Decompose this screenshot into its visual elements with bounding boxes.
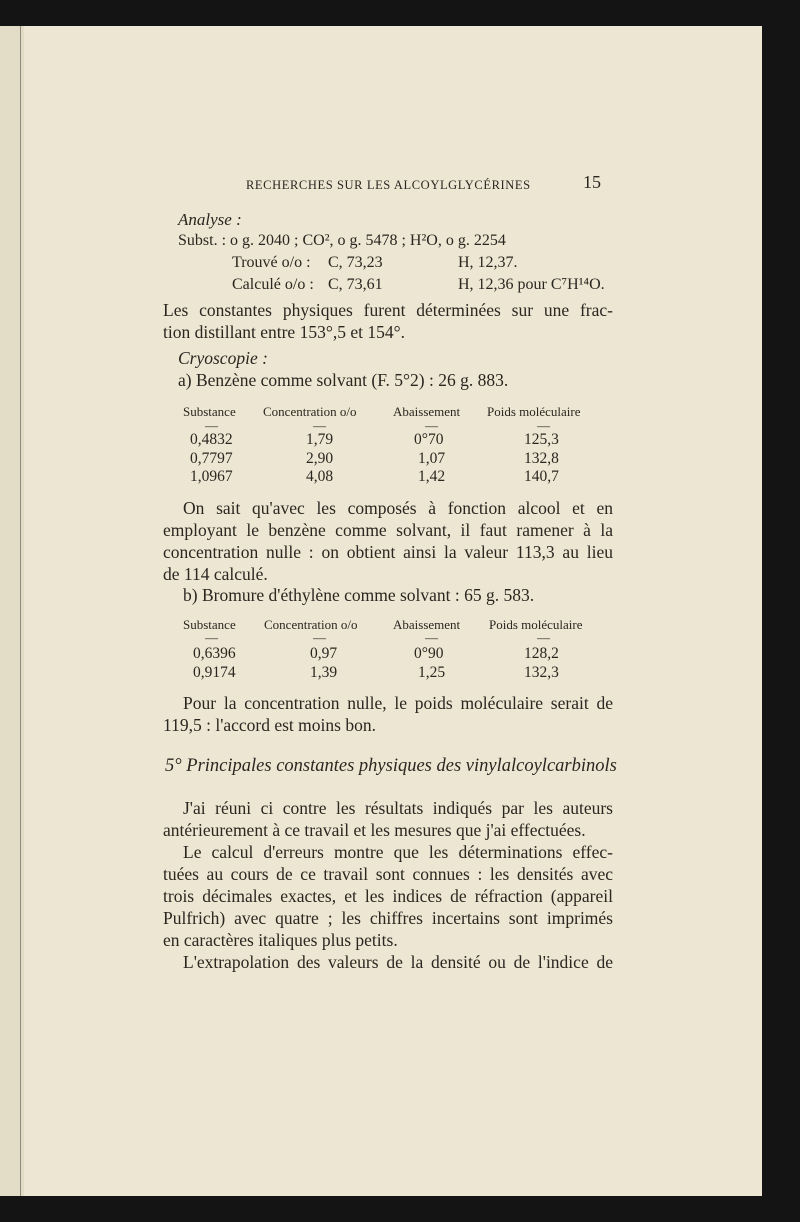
text-line: en caractères italiques plus petits.	[163, 930, 398, 950]
table-cell: 132,3	[524, 664, 559, 681]
calcule-label: Calculé o/o :	[232, 276, 314, 293]
analyse-label: Analyse :	[178, 210, 242, 229]
text-line: trois décimales exactes, et les indices de réfraction (appareil	[163, 886, 613, 906]
table-cell: 132,8	[524, 450, 559, 467]
table-cell: 1,79	[306, 431, 334, 448]
col-header-substance: Substance	[183, 404, 236, 419]
table-cell: 125,3	[524, 431, 559, 448]
trouve-h: H, 12,37.	[458, 254, 518, 271]
paragraph-calcul	[163, 841, 613, 951]
cryoscopie-a-line: a) Benzène comme solvant (F. 5°2) : 26 g. 883.	[178, 370, 509, 390]
text-line: Les constantes physiques furent déterminées sur une frac-	[163, 300, 613, 320]
paragraph-extrapolation	[163, 951, 613, 973]
calcule-h: H, 12,36 pour C⁷H¹⁴O.	[458, 276, 605, 293]
table-cell: 0,4832	[190, 431, 233, 448]
header-dash: —	[425, 418, 438, 433]
header-dash: —	[425, 630, 438, 645]
page-number: 15	[583, 172, 601, 192]
table-cell: 1,25	[418, 664, 446, 681]
running-title: RECHERCHES SUR LES ALCOYLGLYCÉRINES	[246, 178, 531, 192]
text-line: 119,5 : l'accord est moins bon.	[163, 715, 376, 735]
table-cell: 1,0967	[190, 468, 233, 485]
col-header-concentration: Concentration o/o	[263, 404, 357, 419]
text-line: concentration nulle : on obtient ainsi la valeur 113,3 au lieu	[163, 542, 613, 562]
table-cell: 1,42	[418, 468, 446, 485]
cryoscopie-label: Cryoscopie :	[178, 348, 268, 368]
text-line: tuées au cours de ce travail sont connues : les densités avec	[163, 864, 613, 884]
header-dash: —	[205, 630, 218, 645]
header-dash: —	[537, 630, 550, 645]
table-cell: 128,2	[524, 645, 559, 662]
table-cell: 1,39	[310, 664, 338, 681]
header-dash: —	[313, 418, 326, 433]
text-line: tion distillant entre 153°,5 et 154°.	[163, 322, 405, 342]
col-header-substance: Substance	[183, 617, 236, 632]
table-cell: 140,7	[524, 468, 559, 485]
cryoscopie-b-line: b) Bromure d'éthylène comme solvant : 65 g. 583.	[183, 585, 535, 605]
table-cell: 0°70	[414, 431, 444, 448]
text-line: L'extrapolation des valeurs de la densité ou de l'indice de	[183, 952, 613, 972]
book-page	[24, 26, 762, 1196]
col-header-poids: Poids moléculaire	[487, 404, 581, 419]
table-cell: 0,6396	[193, 645, 236, 662]
table-cell: 4,08	[306, 468, 334, 485]
header-dash: —	[205, 418, 218, 433]
paragraph-benzene	[163, 497, 613, 585]
table-cell: 0,7797	[190, 450, 233, 467]
col-header-abaissement: Abaissement	[393, 617, 461, 632]
text-line: Pulfrich) avec quatre ; les chiffres incertains sont imprimés	[163, 908, 613, 928]
table-cell: 0°90	[414, 645, 444, 662]
table-cell: 2,90	[306, 450, 334, 467]
analyse-subst-line: Subst. : o g. 2040 ; CO², o g. 5478 ; H²O, o g. 2254	[178, 232, 506, 249]
text-line: de 114 calculé.	[163, 564, 268, 584]
text-line: employant le benzène comme solvant, il faut ramener à la	[163, 520, 613, 540]
text-line: J'ai réuni ci contre les résultats indiqués par les auteurs	[183, 798, 613, 818]
trouve-label: Trouvé o/o :	[232, 254, 311, 271]
text-line: antérieurement à ce travail et les mesures que j'ai effectuées.	[163, 820, 586, 840]
table-cell: 0,9174	[193, 664, 236, 681]
header-dash: —	[537, 418, 550, 433]
col-header-poids: Poids moléculaire	[489, 617, 583, 632]
col-header-concentration: Concentration o/o	[264, 617, 358, 632]
text-line: Le calcul d'erreurs montre que les déterminations effec-	[183, 842, 613, 862]
table-cell: 1,07	[418, 450, 446, 467]
calcule-c: C, 73,61	[328, 276, 383, 293]
paragraph-reuni	[163, 797, 613, 841]
trouve-c: C, 73,23	[328, 254, 383, 271]
paragraph-bromure	[163, 692, 613, 736]
section-title: 5° Principales constantes physiques des vinylalcoylcarbinols	[165, 756, 617, 776]
col-header-abaissement: Abaissement	[393, 404, 461, 419]
text-line: Pour la concentration nulle, le poids moléculaire serait de	[183, 693, 613, 713]
gutter-line	[20, 26, 21, 1196]
text-line: On sait qu'avec les composés à fonction alcool et en	[183, 498, 613, 518]
header-dash: —	[313, 630, 326, 645]
paragraph-constantes	[163, 299, 613, 343]
table-cell: 0,97	[310, 645, 338, 662]
